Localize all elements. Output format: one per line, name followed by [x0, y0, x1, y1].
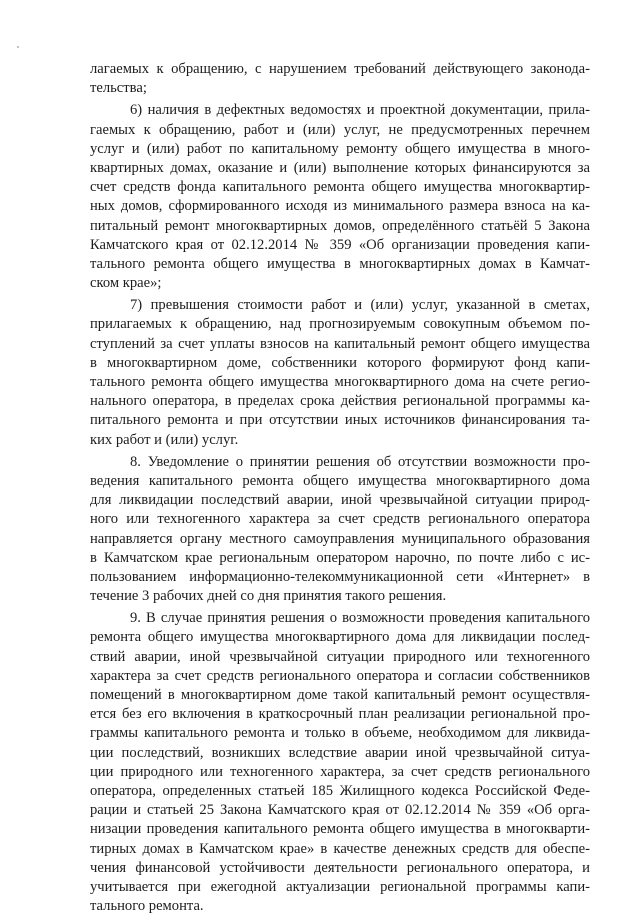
- text-line: ции последствий, возникших вследствие аварии иной чрезвычайной ситуа-: [90, 744, 590, 761]
- text-line: ступлений за счет уплаты взносов на капитальный ремонт общего имущества: [90, 335, 590, 352]
- text-line: 8. Уведомление о принятии решения об отсутствии возможности про-: [130, 453, 590, 470]
- paragraph-section-9: [90, 609, 590, 916]
- text-line: ции природного или техногенного характера, за счет средств регионального: [90, 763, 590, 780]
- scan-dot: [17, 46, 19, 48]
- text-line: питального ремонта и при отсутствии иных источников финансирования та-: [90, 412, 590, 429]
- text-line: низации проведения капитального ремонта общего имущества в многокварти-: [90, 821, 590, 838]
- text-line: течение 3 рабочих дней со дня принятия такого решения.: [90, 588, 447, 605]
- document-body: [90, 60, 590, 916]
- text-line: ведения капитального ремонта общего имущества многоквартирного дома: [90, 472, 590, 489]
- text-line: 6) наличия в дефектных ведомостях и проектной документации, прила-: [130, 102, 590, 119]
- text-line: помещений в многоквартирном доме такой капитальный ремонт осуществля-: [90, 687, 590, 703]
- text-line: оператора, определенных статьей 185 Жилищного кодекса Российской Феде-: [90, 782, 590, 799]
- paragraph-continuation: [90, 60, 590, 98]
- text-line: направляется органу местного самоуправления муниципального образования: [90, 530, 590, 547]
- text-line: ких работ и (или) услуг.: [90, 431, 239, 448]
- text-line: тельства;: [90, 80, 147, 97]
- text-line: тального ремонта общего имущества в многоквартирных домах в Камчат-: [90, 255, 590, 272]
- text-line: ремонта общего имущества многоквартирного дома для ликвидации послед-: [90, 629, 590, 646]
- text-line: услуг и (или) работ по капитальному ремонту общего имущества в много-: [90, 140, 590, 157]
- text-line: прилагаемых к обращению, над прогнозируемым совокупным объемом по-: [90, 316, 590, 333]
- text-line: ных домов, сформированного исходя из минимального размера взноса на ка-: [90, 198, 590, 215]
- text-line: питальный ремонт многоквартирных домов, определённого статьёй 5 Закона: [90, 217, 590, 234]
- text-line: тального ремонта общего имущества многоквартирного дома на счете регио-: [90, 374, 590, 390]
- text-line: рации и статьей 25 Закона Камчатского края от 02.12.2014 № 359 «Об орга-: [90, 802, 590, 819]
- text-line: ствий аварии, иной чрезвычайной ситуации природного или техногенного: [90, 648, 590, 665]
- paragraph-item-7: [90, 296, 590, 450]
- text-line: характера за счет средств регионального оператора и согласии собственников: [90, 667, 590, 684]
- text-line: для ликвидации последствий аварии, иной чрезвычайной ситуации природ-: [90, 492, 590, 509]
- text-line: счет средств фонда капитального ремонта общего имущества многоквартир-: [90, 179, 590, 196]
- text-line: 7) превышения стоимости работ и (или) услуг, указанной в сметах,: [130, 297, 590, 314]
- text-line: ском крае»;: [90, 275, 162, 292]
- text-line: квартирных домах, оказание и (или) выполнение которых финансируются за: [90, 159, 590, 176]
- text-line: пользованием информационно-телекоммуникационной сети «Интернет» в: [90, 568, 590, 585]
- text-line: ется без его включения в краткосрочный план реализации региональной про-: [90, 706, 590, 723]
- text-line: нального оператора, в пределах срока действия региональной программы ка-: [90, 393, 590, 410]
- text-line: в многоквартирном доме, собственники которого формируют фонд капи-: [90, 354, 590, 371]
- text-line: гаемых к обращению, работ и (или) услуг, не предусмотренных перечнем: [90, 121, 590, 138]
- text-line: учитывается при ежегодной актуализации региональной программы капи-: [90, 878, 590, 895]
- paragraph-section-8: [90, 453, 590, 607]
- text-line: в Камчатском крае региональным оператором нарочно, по почте либо с ис-: [90, 549, 590, 566]
- text-line: лагаемых к обращению, с нарушением требований действующего законода-: [90, 61, 590, 77]
- text-line: граммы капитального ремонта и только в объеме, необходимом для ликвида-: [90, 725, 590, 742]
- text-line: тального ремонта.: [90, 898, 204, 915]
- text-line: тирных домах в Камчатском крае» в качестве денежных средств для обеспе-: [90, 840, 590, 857]
- text-line: Камчатского края от 02.12.2014 № 359 «Об организации проведения капи-: [90, 236, 590, 253]
- paragraph-item-6: [90, 101, 590, 293]
- text-line: 9. В случае принятия решения о возможности проведения капитального: [130, 610, 590, 627]
- text-line: ного или техногенного характера за счет средств регионального оператора: [90, 511, 590, 528]
- text-line: чения финансовой устойчивости деятельности регионального оператора, и: [90, 859, 590, 876]
